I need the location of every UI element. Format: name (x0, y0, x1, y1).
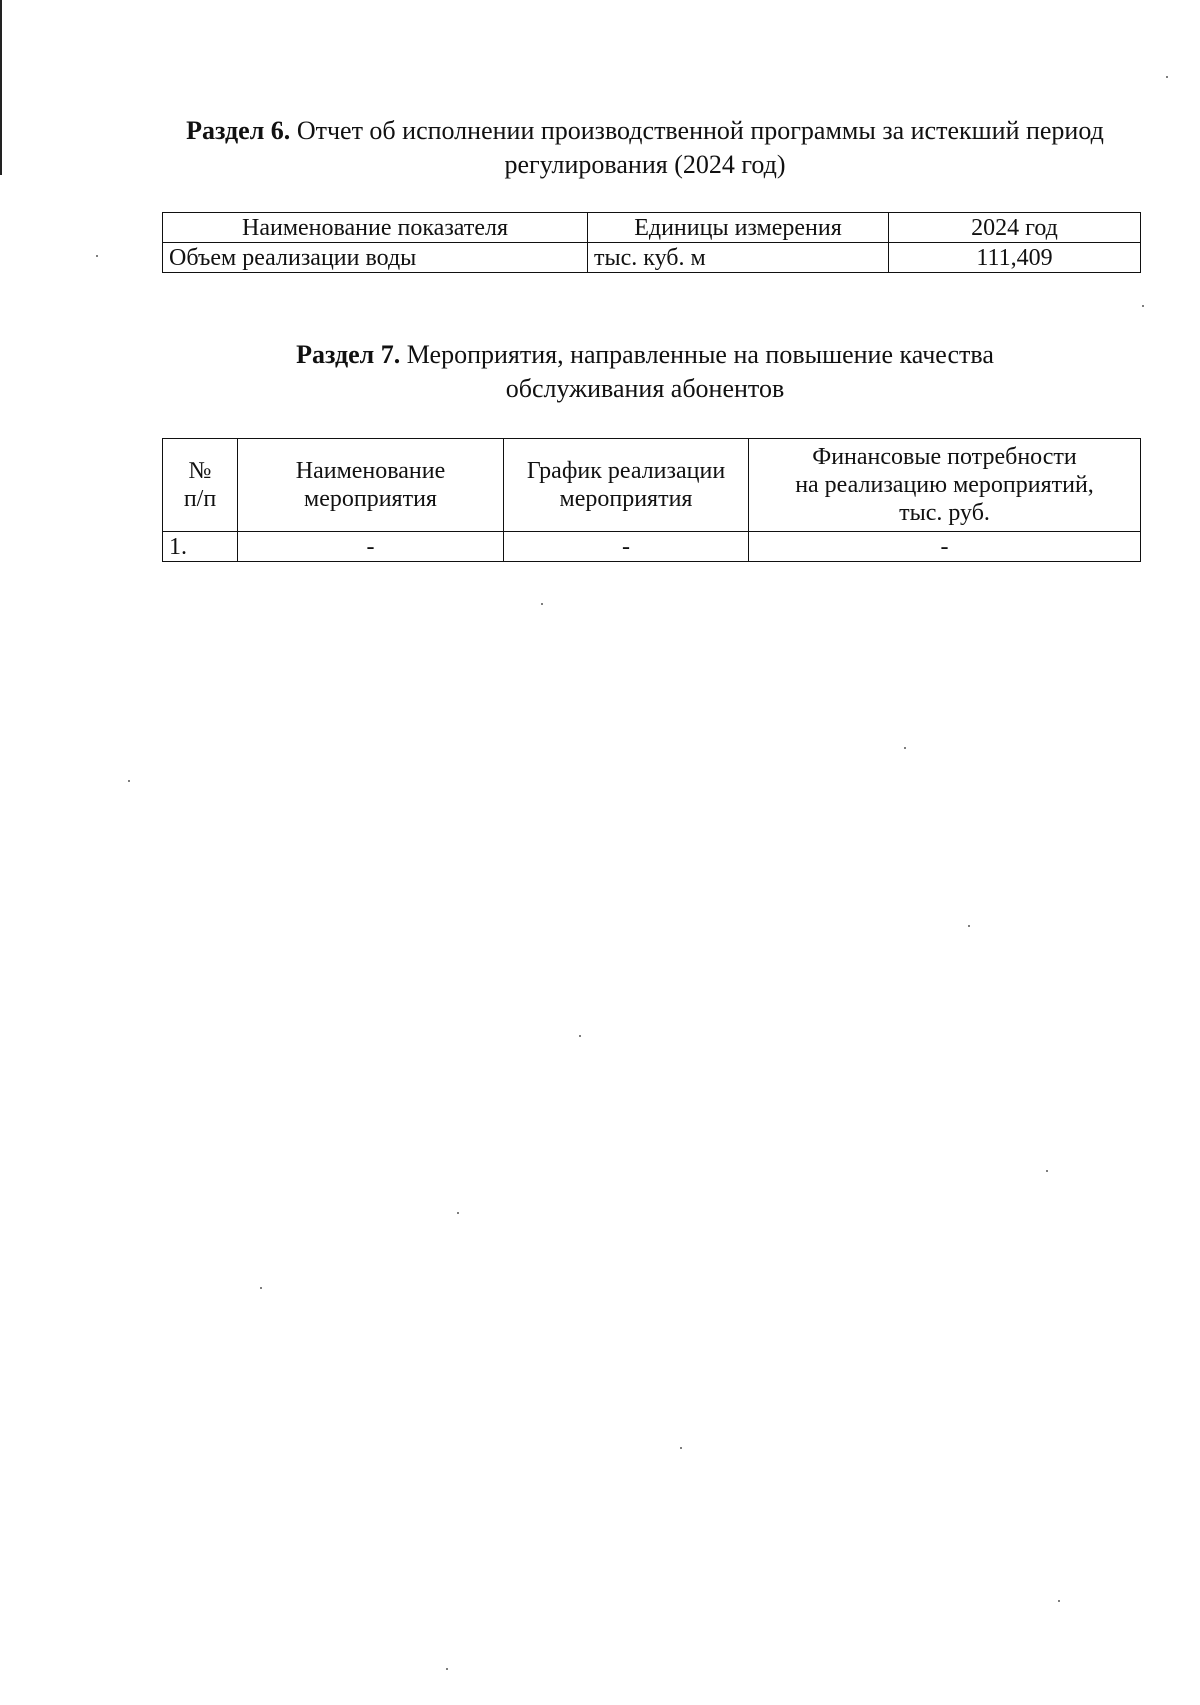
scan-speck (96, 255, 98, 257)
scan-speck (904, 747, 906, 749)
scan-speck (680, 1447, 682, 1449)
scan-speck (1166, 76, 1168, 78)
section7-heading-text1: Мероприятия, направленные на повышение качества (406, 340, 994, 369)
header-cell-name (238, 439, 504, 532)
header-schedule-line2: мероприятия (559, 486, 693, 512)
cell-value: 111,409 (889, 243, 1141, 273)
cell-number: 1. (163, 532, 238, 562)
header-cell-indicator: Наименование показателя (163, 213, 588, 243)
header-name-line2: мероприятия (304, 486, 437, 512)
scan-speck (457, 1212, 459, 1214)
section6-heading-bold: Раздел 6. (186, 116, 291, 145)
cell-units: тыс. куб. м (588, 243, 889, 273)
table-header-row (163, 213, 1141, 243)
header-number-line2: п/п (183, 486, 217, 512)
header-name-line1: Наименование (295, 458, 446, 484)
header-cell-finance (749, 439, 1141, 532)
section7-heading (150, 338, 1140, 406)
cell-finance: - (749, 532, 1141, 562)
header-cell-number (163, 439, 238, 532)
section7-heading-text2: обслуживания абонентов (505, 374, 785, 403)
scan-speck (260, 1287, 262, 1289)
table-header-row (163, 439, 1141, 532)
section7-heading-bold: Раздел 7. (296, 340, 401, 369)
table-row (163, 532, 1141, 562)
header-finance-line1: Финансовые потребности (812, 444, 1077, 470)
scan-speck (968, 925, 970, 927)
scan-speck (1142, 305, 1144, 307)
header-finance-line2: на реализацию мероприятий, (795, 472, 1094, 498)
scan-speck (1046, 1170, 1048, 1172)
scan-speck (579, 1035, 581, 1037)
scan-edge-line (0, 0, 2, 175)
table-row (163, 243, 1141, 273)
section6-heading (150, 114, 1140, 182)
cell-indicator: Объем реализации воды (163, 243, 588, 273)
header-cell-units: Единицы измерения (588, 213, 889, 243)
header-cell-year: 2024 год (889, 213, 1141, 243)
scan-speck (541, 603, 543, 605)
header-cell-schedule (504, 439, 749, 532)
scan-speck (128, 780, 130, 782)
header-finance-line3: тыс. руб. (899, 500, 990, 526)
section6-table (162, 212, 1141, 273)
cell-schedule: - (504, 532, 749, 562)
section7-heading-line1 (150, 338, 1140, 372)
header-number-line1: № (188, 458, 212, 484)
scan-speck (446, 1668, 448, 1670)
header-schedule-line1: График реализации (526, 458, 726, 484)
section7-table (162, 438, 1141, 562)
cell-name: - (238, 532, 504, 562)
scan-speck (1058, 1600, 1060, 1602)
section6-heading-text: Отчет об исполнении производственной программы за истекший период регулирования (2024 год) (296, 116, 1104, 179)
